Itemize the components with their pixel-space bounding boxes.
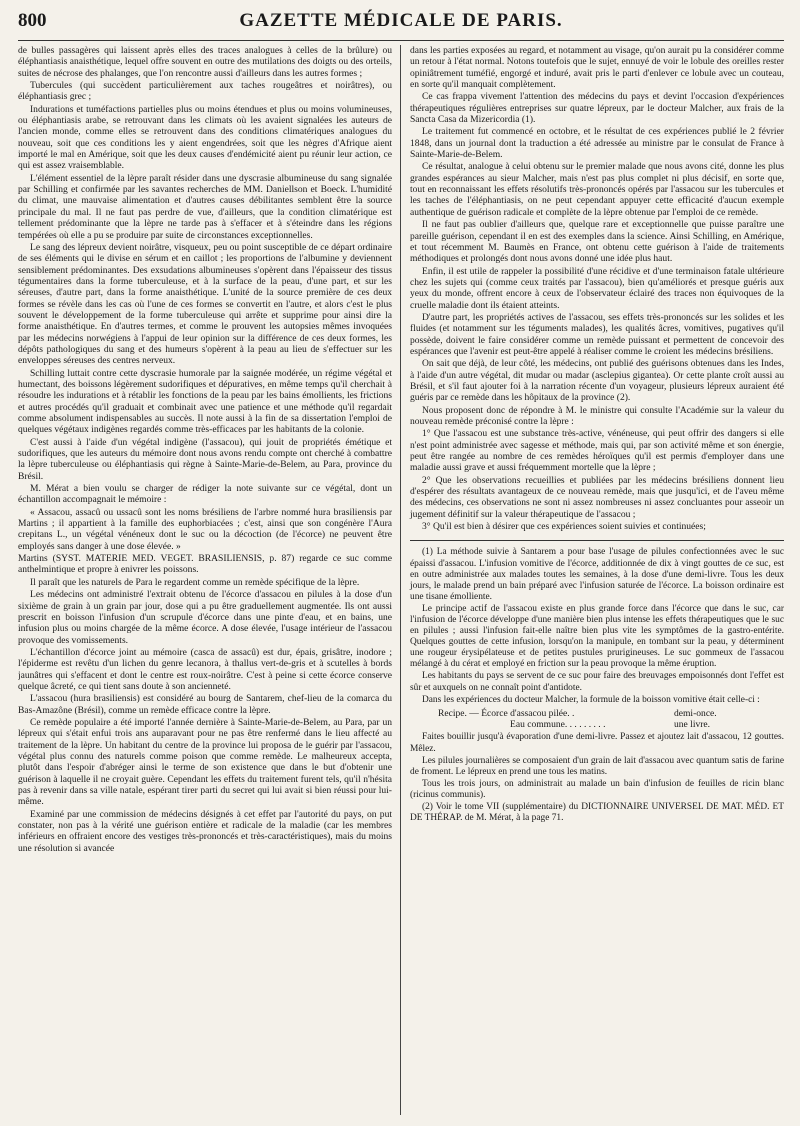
recipe-line: [410, 719, 784, 730]
header-rule: [18, 40, 784, 41]
recipe-line: [410, 708, 784, 719]
paragraph: Il paraît que les naturels de Para le regardent comme un remède spécifique de la lèpre.: [30, 576, 360, 588]
paragraph: L'élément essentiel de la lèpre paraît résider dans une dyscrasie albumineuse du sang signalée par Schilling et confirmée par les savantes recherches de MM. Daniellson et Boeck. L'humidité du climat, une mauvaise alimentation et d'autres causes débilitantes semblent être la source principale du mal. Il ne faut pas perdre de vue, d'ailleurs, que la condition climatérique est tellement prédominante que la lèpre ne tarde pas à s'effacer et à s'éteindre dans les régions tempérées où elle a pu se produire par suite de circonstances exceptionnelles.: [18, 172, 392, 241]
footnote: (1) La méthode suivie à Santarem a pour base l'usage de pilules confectionnées avec le suc épaissi d'assacou. L'infusion vomitive de l'écorce, additionnée de dix à vingt gouttes de ce suc, est en outre administrée aux malades toutes les semaines, à la dose d'une demi-livre. Tous les deux jours, le malade prend un bain préparé avec l'infusion saturée de l'écorce. La boisson ordinaire est une tisane émolliente.: [410, 547, 784, 602]
page-number: 800: [18, 10, 47, 31]
paragraph: Indurations et tuméfactions partielles plus ou moins étendues et plus ou moins volumineuses, ou éléphantiasis arabe, se retrouvant dans les climats où les avaient signalées les auteurs de l'ancien monde, comme elles se retrouvent dans des conditions climatériques analogues du nouveau, soit que ces conditions les y aient engendrées, soit que les nègres d'Afrique aient importé le mal en Amérique, soit que les deux causes d'endémicité aient pu réunir leur action, ce qui est assez vraisemblable.: [18, 103, 392, 172]
footnote: Tous les trois jours, on administrait au malade un bain d'infusion de feuilles de ricin blanc (ricinus communis).: [410, 778, 784, 800]
footnote: Le principe actif de l'assacou existe en plus grande force dans l'écorce que dans le suc, car l'infusion de l'écorce développe d'une manière bien plus intense les effets thérapeutiques que le suc en pilules ; aussi l'infusion fait-elle naître bien plus vite les symptômes de la gastro-entérite. Quelques gouttes de cette infusion, lorsqu'on la manipule, en tombant sur la peau, y déterminent une rougeur érysipélateuse et de petites pustules prurigineuses. Le suc gommeux de l'assacou mélangé à du cérat et employé en friction sur la peau provoque la même éruption.: [410, 603, 784, 670]
left-column: [18, 45, 401, 1115]
footnote: Les habitants du pays se servent de ce suc pour faire des breuvages empoisonnés dont l'effet est sûr et auxquels on ne connaît point d'antidote.: [410, 671, 784, 693]
footnote: Faites bouillir jusqu'à évaporation d'une demi-livre. Passez et ajoutez lait d'assacou, 12 gouttes. Mêlez.: [410, 732, 784, 754]
page-header: [18, 10, 784, 36]
paragraph: L'assacou (hura brasiliensis) est considéré au bourg de Santarem, chef-lieu de la comarca du Bas-Amazône (Brésil), comme un remède efficace contre la lèpre.: [18, 693, 392, 716]
footnotes-rule: [410, 540, 784, 541]
recipe-quantity: une livre.: [674, 719, 711, 731]
paragraph: « Assacou, assacû ou ussacû sont les noms brésiliens de l'arbre nommé hura brasiliensis par Martins ; il appartient à la famille des euphorbiacées ; c'est, ainsi que son congénère l'Aura crepitans L., un végétal vénéneux dont le suc ou la décoction (de l'écorce) ne peuvent être employés sans danger à une dose élevée. »: [18, 506, 392, 552]
footnote: Dans les expériences du docteur Malcher, la formule de la boisson vomitive était celle-ci :: [422, 694, 760, 705]
paragraph: Ce remède populaire a été importé l'année dernière à Sainte-Marie-de-Belem, au Para, par un lépreux qui s'était enfui trois ans auparavant pour ne pas être renfermé dans le lieu affecté au traitement de la lèpre. Un habitant du centre de la province lui proposa de le guérir par l'assacou, végétal plus connu des naturels comme poison que comme remède. Le malheureux accepta, plutôt dans l'espoir d'abréger ainsi le terme de son existence que dans le but d'obtenir une guérison à laquelle il ne croyait guère. Cependant les effets du traitement furent tels, qu'il n'hésita pas à revenir dans sa ville natale, espérant tirer parti du secret qui lui avait si bien réussi pour lui-même.: [18, 716, 392, 808]
recipe-quantity: demi-once.: [674, 707, 717, 719]
article-columns: [18, 45, 784, 1115]
masthead-title: GAZETTE MÉDICALE DE PARIS.: [239, 10, 563, 31]
paragraph: Enfin, il est utile de rappeler la possibilité d'une récidive et d'une terminaison fatale ultérieure chez les sujets qui (comme ceux traités par l'assacou), bien qu'améliorés et presque guéris aux yeux du monde, offrent encore à ceux de l'observateur éclairé des traces non équivoques de la cruelle maladie dont ils étaient atteints.: [410, 265, 784, 311]
paragraph: 3° Qu'il est bien à désirer que ces expériences soient suivies et continuées;: [422, 521, 706, 533]
paragraph: Nous proposent donc de répondre à M. le ministre qui consulte l'Académie sur la valeur du nouveau remède préconisé contre la lèpre :: [410, 404, 784, 427]
paragraph: 2° Que les observations recueillies et publiées par les médecins brésiliens donnent lieu d'espérer des résultats avantageux de ce nouveau remède, mais que jusqu'ici, et de l'aveu même des médecins, ces observations ne sont ni assez nombreuses ni assez concluantes pour asseoir un jugement définitif sur la valeur thérapeutique de l'assacou ;: [410, 474, 784, 520]
paragraph: Ce cas frappa vivement l'attention des médecins du pays et devint l'occasion d'expériences thérapeutiques régulières entreprises sur quatre lépreux, par le docteur Malcher, aux frais de la Sancta Casa da Mizericordia (1).: [410, 91, 784, 126]
paragraph: Les médecins ont administré l'extrait obtenu de l'écorce d'assacou en pilules à la dose d'un sixième de grain à un grain par jour, dose qui a pu être graduellement augmentée. Ils ont aussi prescrit en boisson l'infusion d'un scrupule d'écorce dans une pinte d'eau, et en bains, une infusion plus ou moins chargée de la même écorce. A dose élevée, l'usage intérieur de l'assacou provoque des vomissements.: [18, 589, 392, 646]
footnote: (2) Voir le tome VII (supplémentaire) du DICTIONNAIRE UNIVERSEL DE MAT. MÉD. ET DE THÉRAP. de M. Mérat, à la page 71.: [410, 802, 784, 824]
paragraph: L'échantillon d'écorce joint au mémoire (casca de assacû) est dur, épais, grisâtre, inodore ; l'épiderme est revêtu d'un lichen du genre lecanora, à thallus vert-de-gris et à scutelles à bords jaunâtres qui s'effacent et dont le centre est roux-noirâtre. C'est à peine si cette écorce conserve quelque âcreté, ce qui tient sans doute à son ancienneté.: [18, 646, 392, 692]
paragraph: dans les parties exposées au regard, et notamment au visage, qu'on aurait pu la considérer comme un retour à l'état normal. Notons toutefois que le sujet, ennuyé de voir le lobule des oreilles rester opiniâtrement tuméfié, engorgé et induré, avait pris le parti d'enlever ce lobule avec un couteau, en sorte qu'il manquait complètement.: [410, 45, 784, 91]
paragraph: D'autre part, les propriétés actives de l'assacou, ses effets très-prononcés sur les solides et les fluides (et notamment sur les téguments malades), les qualités âcres, vomitives, pugatives qu'il possède, doivent le faire considérer comme un remède puissant et permettent de concevoir des espérances que l'avenir est peut-être appelé à réaliser comme le croient les médecins brésiliens.: [410, 311, 784, 357]
recipe-block: [410, 708, 784, 731]
right-column: [401, 45, 784, 1115]
recipe-ingredient: Eau commune. . . . . . . . .: [510, 719, 606, 731]
paragraph: Il ne faut pas oublier d'ailleurs que, quelque rare et exceptionnelle que puisse paraître une pareille guérison, cependant il en est des exemples dans la science. Ainsi Schilling, en Amérique, et tout récemment M. Baumès en France, ont obtenu cette guérison à l'aide de traitements méthodiques et prolongés dont nous avons donné une idée plus haut.: [410, 219, 784, 265]
paragraph: 1° Que l'assacou est une substance très-active, vénéneuse, qui peut offrir des dangers si elle n'est point administrée avec sagesse et méthode, mais qui, par son activité même et son énergie, peut être rangée au nombre de ces remèdes héroïques qu'il est permis d'employer dans une maladie aussi grave et aussi fréquemment mortelle que la lèpre ;: [410, 428, 784, 474]
paragraph: de bulles passagères qui laissent après elles des traces analogues à celles de la brûlure) ou éléphantiasis anaisthétique, lequel offre souvent en outre des mutilations des doigts ou des orteils, suites de nécrose des phalanges, que l'on rencontre aussi d'ailleurs dans les autres formes ;: [18, 45, 392, 79]
paragraph: Le traitement fut commencé en octobre, et le résultat de ces expériences publié le 2 février 1848, dans un journal dont la traduction a été adressée au ministre par le consulat de France à Sainte-Marie-de-Belem.: [410, 126, 784, 161]
recipe-ingredient: Recipe. — Écorce d'assacou pilée. .: [438, 707, 575, 719]
paragraph: On sait que déjà, de leur côté, les médecins, ont publié des guérisons obtenues dans les Indes, à l'aide d'un autre végétal, dit mudar ou madar (asclepius gigantea). Or cette plante croît aussi au Brésil, et s'il faut ajouter foi à la narration récente d'un voyageur, plusieurs lépreux auraient été guéris par ce remède dans les hôpitaux de la province (2).: [410, 358, 784, 404]
paragraph: Ce résultat, analogue à celui obtenu sur le premier malade que nous avons cité, donne les plus grandes espérances au sieur Malcher, mais n'est pas plus complet ni plus décisif, en sorte que, tout en reconnaissant les effets résolutifs très-prononcés opérés par l'assacou sur les tubercules et les taches de l'éléphantiasis, on ne peut cependant appuyer cette efficacité d'aucun exemple authentique de guérison radicale et complète de la lèpre obtenue par l'emploi de ce remède.: [410, 161, 784, 218]
paragraph: Tubercules (qui succèdent particulièrement aux taches rougeâtres et noirâtres), ou éléphantiasis grec ;: [18, 80, 392, 103]
paragraph: M. Mérat a bien voulu se charger de rédiger la note suivante sur ce végétal, dont un échantillon accompagnait le mémoire :: [18, 483, 392, 506]
paragraph: Le sang des lépreux devient noirâtre, visqueux, peu ou point susceptible de ce départ ordinaire de ses éléments qui le divise en sérum et en caillot ; les proportions de l'albumine y deviennent sensiblement prédominantes. Des exsudations albumineuses s'opèrent dans l'épaisseur des tissus tégumentaires dans la forme tuberculeuse, et à la surface de la peau, d'une part, et sur les séreuses, d'autre part, dans la forme anaisthétique. L'unité de la source première de ces deux formes se révèle dans les cas où l'une de ces formes se convertit en l'autre, et alors c'est le plus souvent le développement de la forme tuberculeuse qui arrête et supprime pour ainsi dire la forme anaisthétique. En d'autres termes, et comme le prouvent les autopsies mêmes invoquées par les médecins norwégiens à l'appui de leur opinion sur la différence de ces deux formes, les dépôts pathologiques du sang et des humeurs s'opèrent à la peau au lieu de s'effectuer sur les enveloppes séreuses des centres nerveux.: [18, 241, 392, 367]
paragraph: C'est aussi à l'aide d'un végétal indigène (l'assacou), qui jouit de propriétés émétique et sudorifiques, que les auteurs du mémoire dont nous avons rendu compte ont cherché à combattre la lèpre tuberculeuse ou éléphantiasis qui règne à Sainte-Marie-de-Belem, au Para, province du Brésil.: [18, 436, 392, 482]
paragraph: Schilling luttait contre cette dyscrasie humorale par la saignée modérée, un régime végétal et humectant, des boissons légèrement sudorifiques et dépuratives, en même temps qu'il cherchait à résoudre les indurations et à rétablir les fonctions de la peau par les bains émollients, les frictions et autres procédés qu'il graduait et combinait avec une patience et une méthode qu'il regardait comme absolument indispensables au succès. Il note aussi à la fin de sa dissertation l'emploi de quelques végétaux indigènes regardés comme très-efficaces par les habitants de la colonie.: [18, 367, 392, 436]
paragraph: Examiné par une commission de médecins désignés à cet effet par l'autorité du pays, on put constater, non pas à la vérité une guérison entière et radicale de la maladie (car les membres inférieurs en offraient encore des vestiges très-prononcés et très-caractéristiques), mais du moins une résolution si avancée: [18, 808, 392, 854]
footnote: Les pilules journalières se composaient d'un grain de lait d'assacou avec quantum satis de farine de froment. Le lépreux en prend une tous les matins.: [410, 755, 784, 777]
paragraph: Martins (SYST. MATERIE MED. VEGET. BRASILIENSIS, p. 87) regarde ce suc comme anthelmintique et propre à enivrer les poissons.: [18, 553, 392, 576]
